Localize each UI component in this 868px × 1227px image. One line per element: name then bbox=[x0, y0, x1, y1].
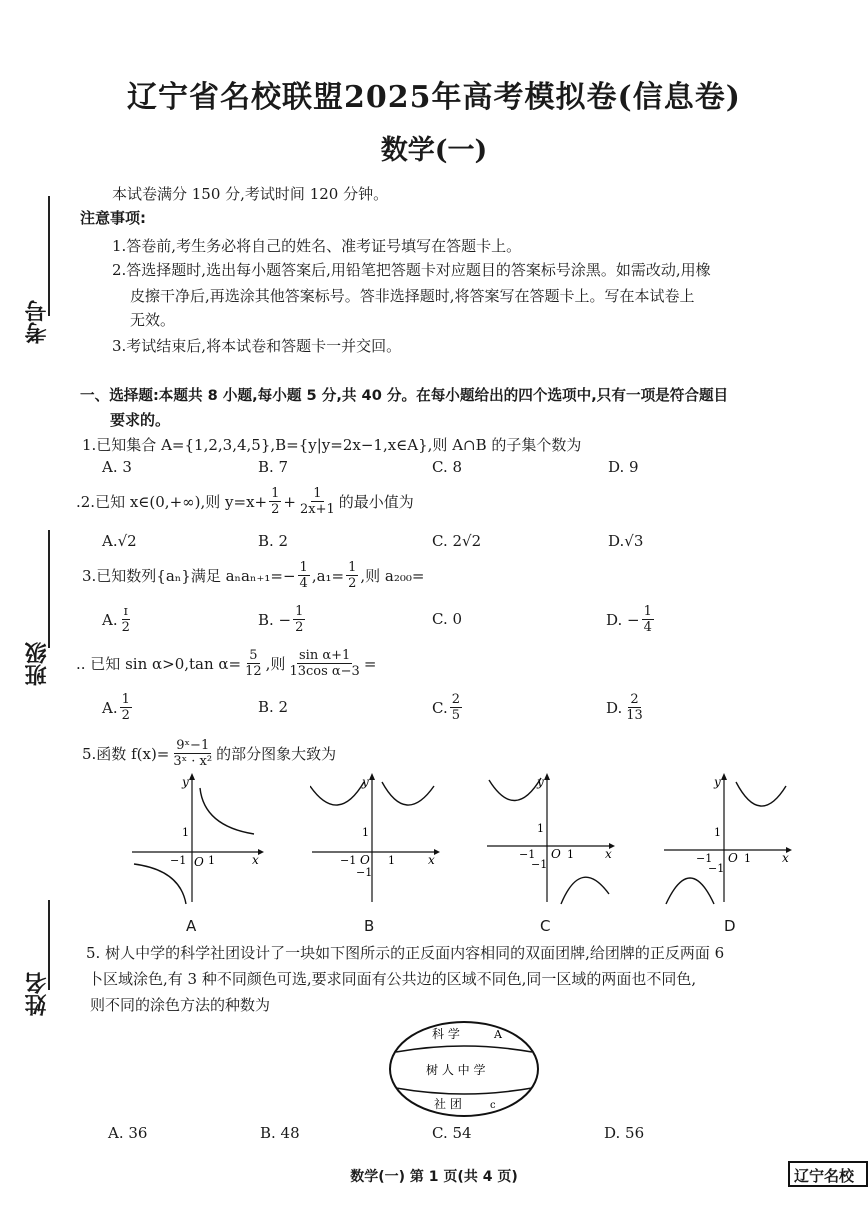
q4-option-d bbox=[606, 692, 647, 723]
q6-option-d: D. 56 bbox=[604, 1124, 645, 1142]
q4-option-b: B. 2 bbox=[258, 698, 289, 716]
section-1-heading-cont: 要求的。 bbox=[110, 411, 171, 429]
graph-a-tick-1: 1 bbox=[208, 854, 215, 867]
q4-option-d-frac bbox=[624, 692, 645, 723]
note-2-line-3: 无效。 bbox=[130, 311, 176, 329]
q4-option-a-letter: A. bbox=[102, 698, 118, 717]
q2-option-d: D.√3 bbox=[608, 532, 644, 550]
graph-b-y-arrow bbox=[369, 773, 375, 780]
q4-suffix: = bbox=[363, 654, 377, 673]
q2-f2-num: 1 bbox=[313, 486, 322, 501]
badge-bottom-mark: c bbox=[490, 1100, 496, 1111]
q6-option-b: B. 48 bbox=[260, 1124, 300, 1142]
q3-option-a bbox=[102, 604, 134, 635]
graph-a-ytick-1: 1 bbox=[182, 826, 189, 839]
graph-d-ytick-neg1: −1 bbox=[708, 862, 725, 875]
graph-b-tick-neg1: −1 bbox=[340, 854, 357, 867]
q2-suffix: 的最小值为 bbox=[338, 493, 414, 511]
graph-b bbox=[310, 772, 445, 907]
graph-b-tick-1: 1 bbox=[388, 854, 395, 867]
q4-f2-den: 13cos α−3 bbox=[289, 664, 360, 679]
graph-b-ytick-1: 1 bbox=[362, 826, 369, 839]
q4-option-d-letter: D. bbox=[606, 698, 623, 717]
graph-c-y-arrow bbox=[544, 773, 550, 780]
q4-f1-num: 5 bbox=[249, 648, 258, 663]
graph-d-x-label: x bbox=[782, 851, 789, 865]
graph-a bbox=[130, 772, 265, 907]
graph-c-label: C bbox=[540, 917, 551, 935]
q3-option-b-num: 1 bbox=[295, 604, 304, 619]
graph-a-y-label: y bbox=[182, 775, 189, 789]
graph-c-x-label: x bbox=[605, 847, 612, 861]
q4-option-a-den: 2 bbox=[121, 708, 130, 723]
q4-option-c-frac bbox=[450, 692, 462, 723]
q3-f2-den: 2 bbox=[348, 576, 357, 591]
q1-option-a: A. 3 bbox=[102, 458, 132, 476]
q3-f2-num: 1 bbox=[348, 560, 357, 575]
graph-d-y-arrow bbox=[721, 773, 727, 780]
q6-option-a: A. 36 bbox=[108, 1124, 148, 1142]
graph-a-x-arrow bbox=[258, 849, 264, 855]
exam-number-line bbox=[48, 196, 50, 316]
q3-prefix: 3.已知数列{aₙ}满足 aₙaₙ₊₁=− bbox=[82, 567, 296, 585]
q2-f1-num: 1 bbox=[271, 486, 280, 501]
graph-b-ytick-neg1: −1 bbox=[356, 866, 373, 879]
q3-f1-num: 1 bbox=[299, 560, 308, 575]
q3-suffix: ,则 a₂₀₀= bbox=[360, 567, 425, 585]
section-1-heading: 一、选择题:本题共 8 小题,每小题 5 分,共 40 分。在每小题给出的四个选项中,只有一项是符合题目 bbox=[80, 387, 729, 404]
graph-c-curve-lower bbox=[561, 877, 609, 904]
graph-d-label: D bbox=[724, 917, 736, 935]
q3-fraction-2 bbox=[346, 560, 358, 591]
badge-middle-text: 树 人 中 学 bbox=[426, 1063, 486, 1077]
q2-option-a: A.√2 bbox=[102, 532, 137, 550]
class-label: 班级 bbox=[25, 642, 50, 686]
q2-plus: + bbox=[283, 492, 296, 511]
exam-title: 辽宁省名校联盟2025年高考模拟卷(信息卷) bbox=[127, 80, 741, 115]
note-2-line-1: 2.答选择题时,选出每小题答案后,用铅笔把答题卡对应题目的答案标号涂黑。如需改动,用橡 bbox=[112, 261, 711, 279]
q1-option-d: D. 9 bbox=[608, 458, 639, 476]
graph-d-curve-left bbox=[666, 878, 714, 904]
q2-option-c: C. 2√2 bbox=[432, 532, 482, 550]
question-3-stem bbox=[82, 560, 424, 591]
graph-d-tick-neg1: −1 bbox=[696, 852, 713, 865]
graph-a-origin: O bbox=[194, 855, 204, 869]
graph-b-curve-left bbox=[310, 782, 364, 805]
graph-d-tick-1: 1 bbox=[744, 852, 751, 865]
q3-option-c: C. 0 bbox=[432, 610, 463, 628]
graph-d-origin: O bbox=[728, 851, 738, 865]
q3-option-d-den: 4 bbox=[643, 620, 652, 635]
q5-suffix: 的部分图象大致为 bbox=[216, 745, 337, 763]
q3-fraction-1 bbox=[298, 560, 310, 591]
badge-bottom-text: 社 团 bbox=[434, 1097, 462, 1111]
graph-d-ytick-1: 1 bbox=[714, 826, 721, 839]
graph-b-y-label: y bbox=[362, 775, 369, 789]
badge-top-text: 科 学 bbox=[432, 1027, 460, 1041]
q3-f1-den: 4 bbox=[299, 576, 308, 591]
q4-fraction-1 bbox=[243, 648, 264, 679]
q4-mid: ,则 bbox=[265, 655, 286, 673]
graph-c bbox=[485, 772, 620, 907]
full-score-text: 本试卷满分 150 分,考试时间 120 分钟。 bbox=[112, 185, 389, 203]
question-4-stem bbox=[76, 648, 376, 679]
graph-c-ytick-neg1: −1 bbox=[531, 858, 548, 871]
q6-option-c: C. 54 bbox=[432, 1124, 472, 1142]
q3-option-d bbox=[606, 604, 656, 635]
question-1-stem: 1.已知集合 A={1,2,3,4,5},B={y|y=2x−1,x∈A},则 A∩B 的子集个数为 bbox=[82, 436, 582, 454]
q4-option-c bbox=[432, 692, 464, 723]
q5-prefix: 5.函数 f(x)= bbox=[82, 745, 170, 763]
page-footer: 数学(一) 第 1 页(共 4 页) bbox=[350, 1169, 518, 1185]
q4-option-d-den: 13 bbox=[626, 708, 643, 723]
q2-f1-den: 2 bbox=[271, 502, 280, 517]
q3-option-a-letter: A. bbox=[102, 610, 118, 629]
badge-top-mark: A bbox=[494, 1028, 502, 1041]
team-badge-diagram bbox=[386, 1018, 542, 1120]
q3-option-d-num: 1 bbox=[643, 604, 652, 619]
graph-a-curve-left bbox=[134, 864, 186, 904]
q3-option-a-num: ɪ bbox=[123, 604, 128, 619]
q2-fraction-2 bbox=[298, 486, 337, 517]
q4-option-c-letter: C. bbox=[432, 698, 448, 717]
graph-a-label: A bbox=[186, 917, 197, 935]
q4-option-d-num: 2 bbox=[630, 692, 639, 707]
q2-fraction-1 bbox=[269, 486, 281, 517]
q2-option-b: B. 2 bbox=[258, 532, 289, 550]
q3-option-b-frac bbox=[293, 604, 305, 635]
question-6-line-2: 卜区域涂色,有 3 种不同颜色可选,要求同面有公共边的区域不同色,同一区域的两面也不同色, bbox=[88, 970, 697, 988]
q3-mid: ,a₁= bbox=[311, 566, 345, 585]
note-2-line-2: 皮擦干净后,再选涂其他答案标号。答非选择题时,将答案写在答题卡上。写在本试卷上 bbox=[130, 287, 695, 305]
graph-c-origin: O bbox=[551, 847, 561, 861]
graph-a-curve-right bbox=[200, 788, 254, 834]
notes-title: 注意事项: bbox=[80, 209, 146, 227]
exam-number-label: 考号 bbox=[25, 300, 50, 344]
q4-option-a-frac bbox=[120, 692, 132, 723]
q5-fraction bbox=[171, 738, 214, 769]
graph-c-tick-1: 1 bbox=[567, 848, 574, 861]
graph-a-tick-neg1: −1 bbox=[170, 854, 187, 867]
graph-a-x-label: x bbox=[252, 853, 259, 867]
q3-option-b-den: 2 bbox=[295, 620, 304, 635]
graph-b-x-arrow bbox=[434, 849, 440, 855]
q4-option-a-num: 1 bbox=[121, 692, 130, 707]
q3-option-a-den: 2 bbox=[121, 620, 130, 635]
graph-c-y-label: y bbox=[537, 775, 544, 789]
graph-b-label: B bbox=[364, 917, 375, 935]
graph-b-curve-right bbox=[382, 782, 434, 805]
q2-f2-den: 2x+1 bbox=[299, 502, 335, 517]
graph-d bbox=[662, 772, 797, 907]
q3-option-b-letter: B. − bbox=[258, 610, 292, 629]
q5-f-num: 9ˣ−1 bbox=[176, 738, 210, 753]
q4-f2-num: sin α+1 bbox=[299, 648, 351, 663]
graph-a-y-arrow bbox=[189, 773, 195, 780]
publisher-stamp: 辽宁名校 bbox=[788, 1161, 868, 1187]
q3-option-b bbox=[258, 604, 307, 635]
name-label: 姓名 bbox=[25, 972, 50, 1016]
q4-fraction-2 bbox=[287, 648, 361, 679]
note-1: 1.答卷前,考生务必将自己的姓名、准考证号填写在答题卡上。 bbox=[112, 237, 522, 255]
q3-option-d-letter: D. − bbox=[606, 610, 640, 629]
question-2-stem bbox=[76, 486, 414, 517]
graph-c-curve-upper bbox=[489, 778, 541, 801]
q4-option-a bbox=[102, 692, 134, 723]
q1-option-b: B. 7 bbox=[258, 458, 289, 476]
q3-option-a-frac bbox=[120, 604, 132, 635]
exam-subtitle: 数学(一) bbox=[380, 135, 488, 166]
graph-c-ytick-1: 1 bbox=[537, 822, 544, 835]
q2-prefix: .2.已知 x∈(0,+∞),则 y=x+ bbox=[76, 493, 268, 511]
badge-upper-divider bbox=[396, 1046, 532, 1052]
q1-option-c: C. 8 bbox=[432, 458, 463, 476]
question-5-stem bbox=[82, 738, 336, 769]
q5-f-den: 3ˣ · x² bbox=[173, 754, 213, 769]
q4-option-c-den: 5 bbox=[451, 708, 460, 723]
q4-f1-den: 12 bbox=[245, 664, 262, 679]
graph-d-curve-right bbox=[736, 782, 786, 806]
badge-lower-divider bbox=[396, 1088, 532, 1094]
graph-c-tick-neg1: −1 bbox=[519, 848, 536, 861]
q4-option-c-num: 2 bbox=[451, 692, 460, 707]
graph-b-origin: O bbox=[360, 853, 370, 867]
question-6-line-3: 则不同的涂色方法的种数为 bbox=[90, 996, 271, 1014]
class-line bbox=[48, 530, 50, 648]
graph-b-x-label: x bbox=[428, 853, 435, 867]
q3-option-d-frac bbox=[642, 604, 654, 635]
note-3: 3.考试结束后,将本试卷和答题卡一并交回。 bbox=[112, 337, 402, 355]
graph-d-y-label: y bbox=[714, 775, 721, 789]
q4-prefix: .. 已知 sin α>0,tan α= bbox=[76, 655, 242, 673]
question-6-line-1: 5. 树人中学的科学社团设计了一块如下图所示的正反面内容相同的双面团牌,给团牌的正反两面 6 bbox=[86, 944, 725, 962]
